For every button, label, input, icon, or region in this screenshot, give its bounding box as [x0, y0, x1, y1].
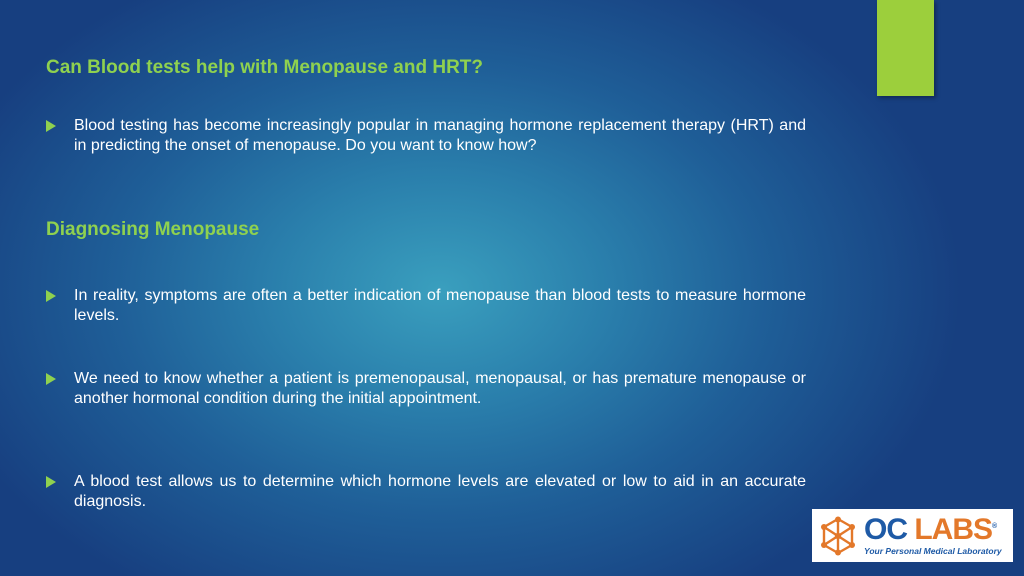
molecule-icon — [818, 516, 858, 556]
triangle-right-icon — [46, 290, 56, 302]
bullet-text: Blood testing has become increasingly popular in managing hormone replacement therapy (HRT) and in predicting the onset of menopause. Do you want to know how? — [74, 117, 806, 154]
logo-name-labs: LABS — [914, 513, 993, 547]
registered-mark: ® — [992, 523, 997, 531]
oc-labs-logo — [812, 509, 1013, 562]
logo-name — [864, 515, 1002, 545]
triangle-right-icon — [46, 476, 56, 488]
slide-title: Can Blood tests help with Menopause and HRT? — [46, 57, 484, 78]
bullet-item — [46, 286, 806, 326]
bullet-item — [46, 116, 806, 156]
triangle-right-icon — [46, 120, 56, 132]
accent-bar — [877, 0, 934, 96]
section-heading: Diagnosing Menopause — [46, 219, 260, 240]
bullet-text: We need to know whether a patient is premenopausal, menopausal, or has premature menopause or another hormonal condition during the initial appointment. — [74, 370, 806, 407]
bullet-text: In reality, symptoms are often a better indication of menopause than blood tests to measure hormone levels. — [74, 287, 806, 324]
logo-tagline: Your Personal Medical Laboratory — [864, 546, 1002, 557]
bullet-text: A blood test allows us to determine which hormone levels are elevated or low to aid in an accurate diagnosis. — [74, 473, 806, 510]
triangle-right-icon — [46, 373, 56, 385]
logo-name-oc: OC — [864, 513, 907, 547]
logo-wordmark — [864, 515, 1002, 556]
bullet-item — [46, 369, 806, 409]
bullet-item — [46, 472, 806, 512]
